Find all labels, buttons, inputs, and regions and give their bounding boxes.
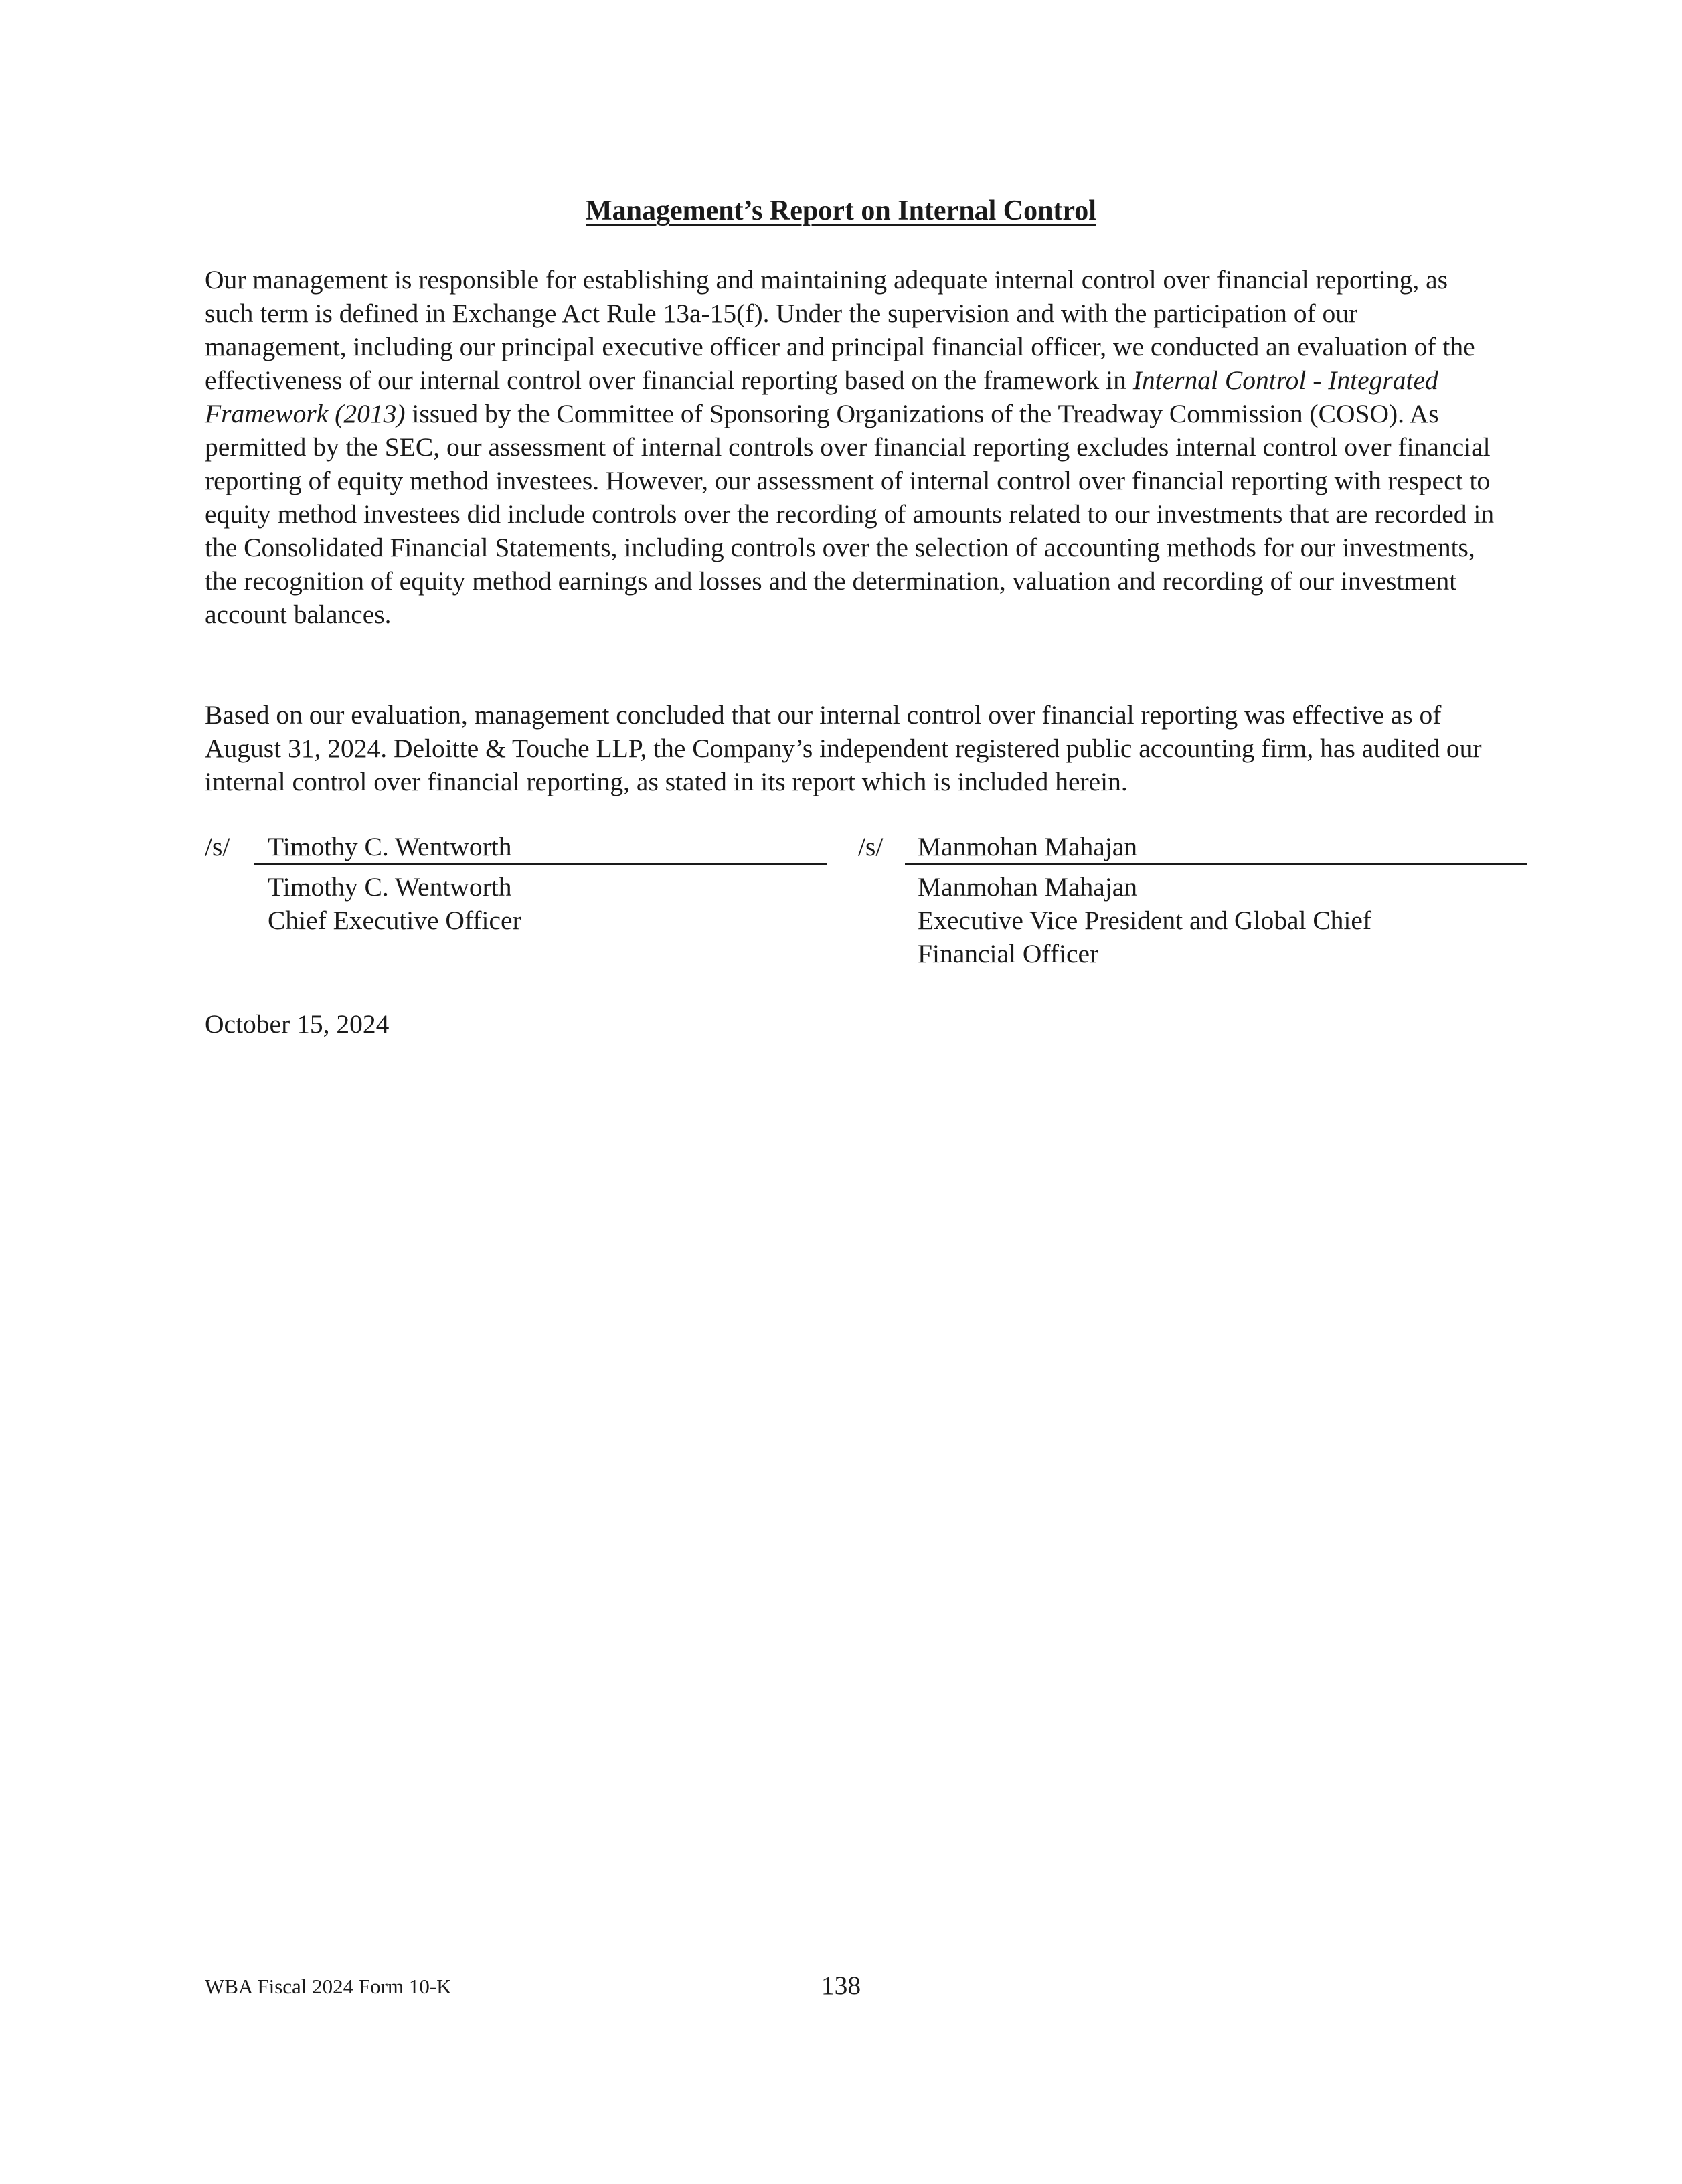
signatory-name: Manmohan Mahajan (918, 872, 1137, 902)
signatory-details (918, 870, 1453, 971)
paragraph-evaluation-part2: issued by the Committee of Sponsoring Organizations of the Treadway Commission (COSO). As permitted by the SEC, our assessment of internal controls over financial reporting excludes internal control over financial reporting of equity method investees. However, our assessment of internal control over financial reporting with respect to equity method investees did include controls over the recording of amounts related to our investments that are recorded in the Consolidated Financial Statements, including controls over the selection of accounting methods for our investments, the recognition of equity method earnings and losses and the determination, valuation and recording of our investment account balances. (205, 399, 1495, 629)
footer-page-number: 138 (821, 1970, 861, 2000)
footer-document-name: WBA Fiscal 2024 Form 10-K (205, 1975, 452, 1998)
signature-prefix: /s/ (205, 832, 230, 861)
report-title-text: Management’s Report on Internal Control (586, 195, 1096, 226)
signature-prefix: /s/ (858, 832, 884, 861)
report-title (0, 194, 1682, 228)
signatory-title-line2: Financial Officer (918, 939, 1099, 969)
signature-row (205, 830, 827, 863)
paragraph-conclusion: Based on our evaluation, management concluded that our internal control over financial reporting was effective as of August 31, 2024. Deloitte & Touche LLP, the Company’s independent registered public accounting firm, has audited our internal control over financial reporting, as stated in its report which is included herein. (205, 700, 1482, 796)
report-date: October 15, 2024 (205, 1009, 390, 1039)
framework-name: Internal Control - Integrated Framework (2013) (205, 365, 1438, 428)
signatory-name: Timothy C. Wentworth (268, 872, 512, 902)
signatory-title-line1: Executive Vice President and Global Chief (918, 906, 1372, 935)
signatory-details (268, 870, 817, 937)
signed-name: Manmohan Mahajan (918, 832, 1137, 861)
paragraph-evaluation-part1: Our management is responsible for establishing and maintaining adequate internal control over financial reporting, as such term is defined in Exchange Act Rule 13a-15(f). Under the supervision and with the participation of our management, including our principal executive officer and principal financial officer, we conducted an evaluation of the effectiveness of our internal control over financial reporting based on the framework in (205, 265, 1475, 395)
signature-block-ceo (205, 830, 827, 935)
signature-row (858, 830, 1477, 863)
signatory-title: Chief Executive Officer (268, 906, 521, 935)
signature-block-cfo (858, 830, 1477, 969)
signed-name: Timothy C. Wentworth (268, 832, 512, 861)
paragraph-evaluation (205, 263, 1497, 631)
